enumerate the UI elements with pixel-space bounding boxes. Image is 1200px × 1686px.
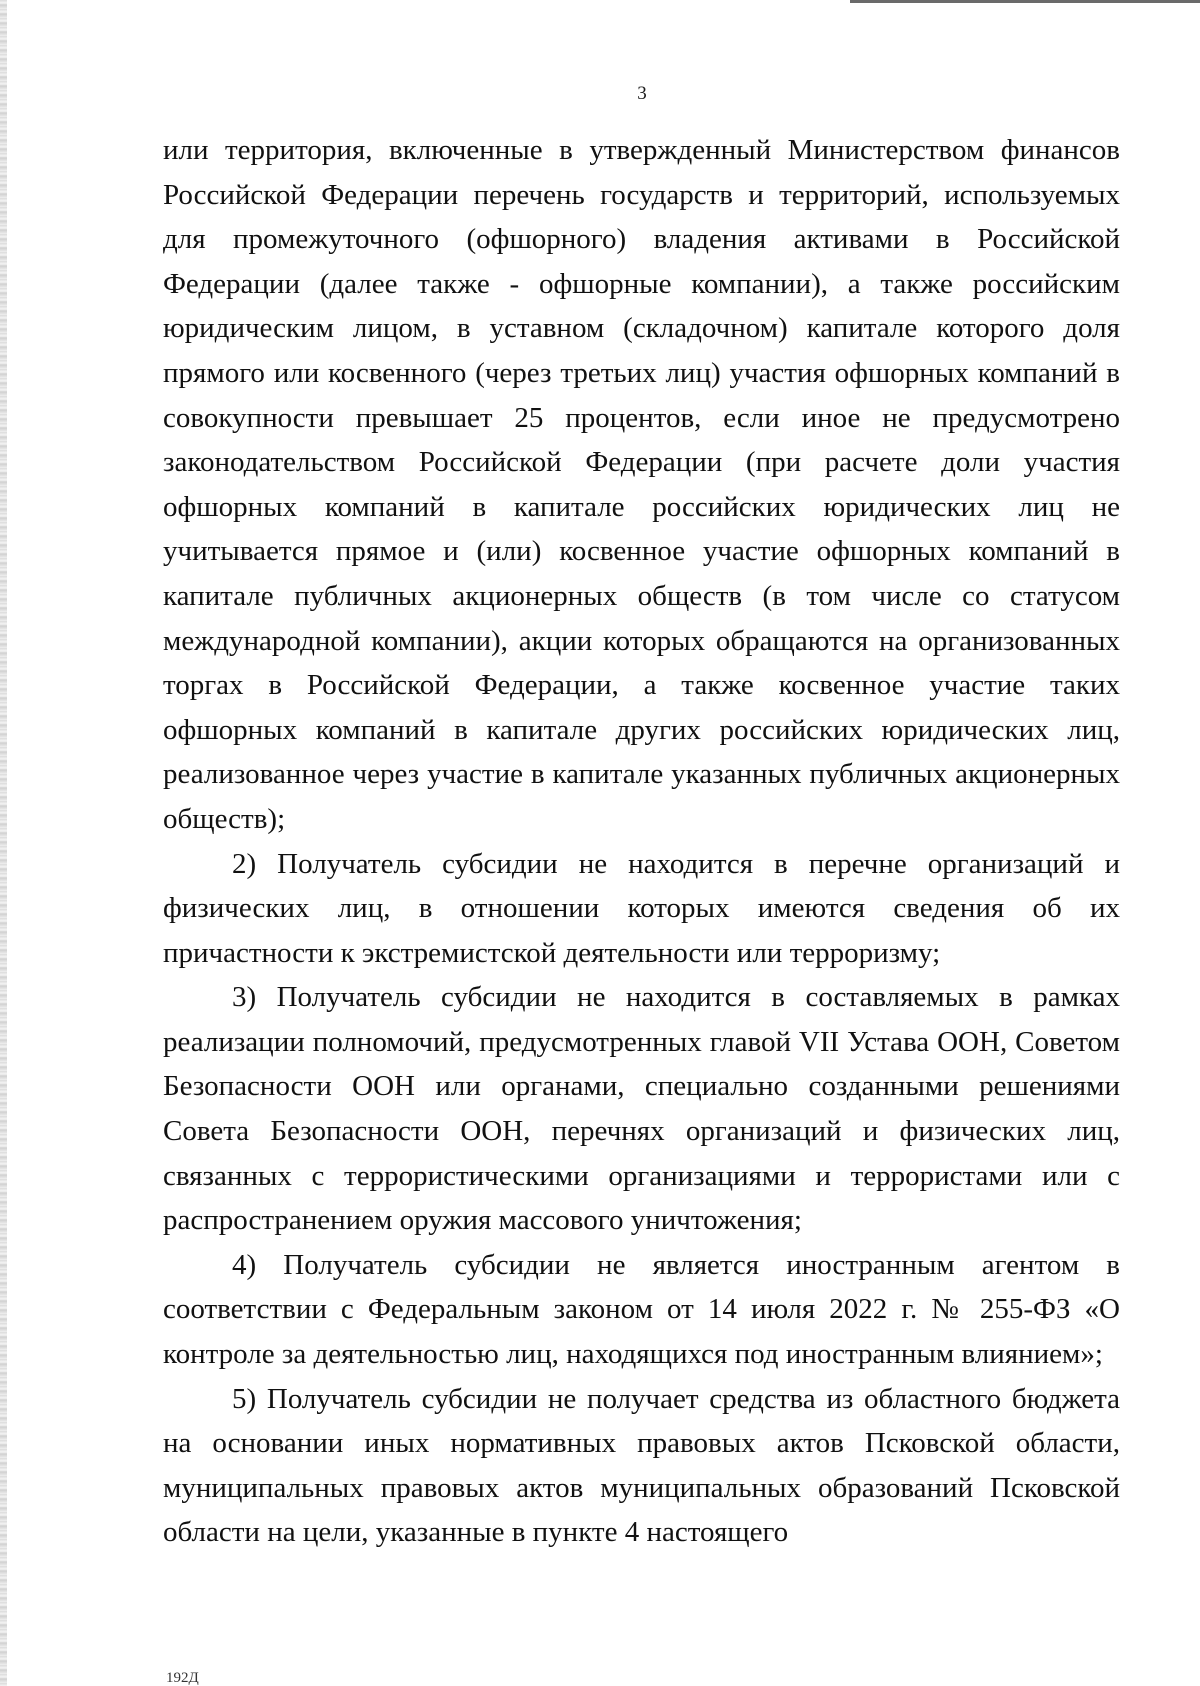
paragraph-continuation: или территория, включенные в утвержденный Министерством финансов Российской Федерации перечень государств и территорий, используемых для промежуточного (офшорного) владения активами в Российской Федерации (далее также - офшорные компании), а также российским юридическим лицом, в уставном (складочном) капитале которого доля прямого или косвенного (через третьих лиц) участия офшорных компаний в совокупности превышает 25 процентов, если иное не предусмотрено законодательством Российской Федерации (при расчете доли участия офшорных компаний в капитале российских юридических лиц не учитывается прямое и (или) косвенное участие офшорных компаний в капитале публичных акционерных обществ (в том числе со статусом международной компании), акции которых обращаются на организованных торгах в Российской Федерации, а также косвенное участие таких офшорных компаний в капитале других российских юридических лиц, реализованное через участие в капитале указанных публичных акционерных обществ);: [163, 134, 1120, 835]
footer-code: 192Д: [166, 1670, 199, 1686]
scan-edge-top: [850, 0, 1200, 3]
document-text: [163, 128, 1120, 1555]
page-number: 3: [637, 83, 647, 104]
paragraph-item-4: 4) Получатель субсидии не является иностранным агентом в соответствии с Федеральным законом от 14 июля 2022 г. № 255-ФЗ «О контроле за деятельностью лиц, находящихся под иностранным влиянием»;: [163, 1248, 1120, 1371]
scan-edge-left: [0, 0, 7, 1686]
paragraph-item-3: 3) Получатель субсидии не находится в составляемых в рамках реализации полномочий, предусмотренных главой VII Устава ООН, Советом Безопасности ООН или органами, специально созданными решениями Совета Безопасности ООН, перечнях организаций и физических лиц, связанных с террористическими организациями и террористами или с распространением оружия массового уничтожения;: [163, 981, 1120, 1237]
paragraph-item-2: 2) Получатель субсидии не находится в перечне организаций и физических лиц, в отношении которых имеются сведения об их причастности к экстремистской деятельности или терроризму;: [163, 847, 1120, 969]
paragraph-item-5: 5) Получатель субсидии не получает средства из областного бюджета на основании иных нормативных правовых актов Псковской области, муниципальных правовых актов муниципальных образований Псковской области на цели, указанные в пункте 4 настоящего: [163, 1382, 1120, 1549]
